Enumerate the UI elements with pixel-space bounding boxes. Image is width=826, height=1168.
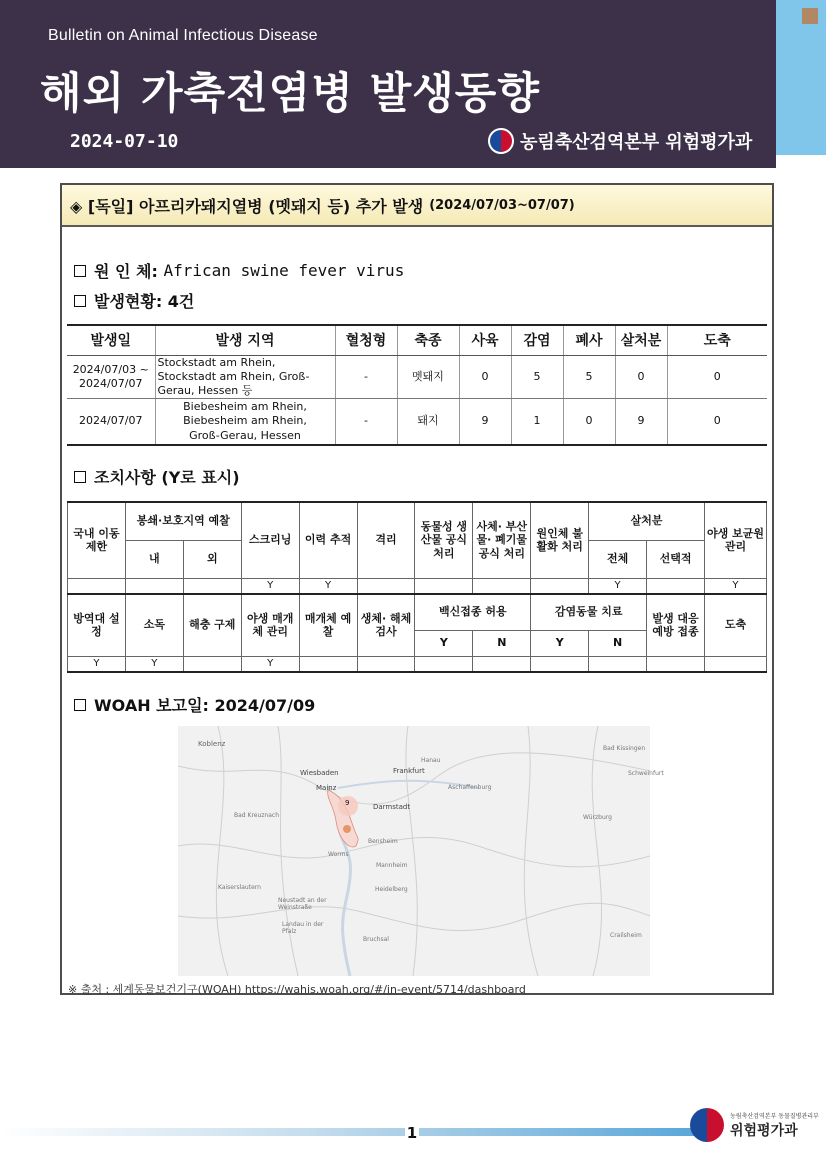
- hdr-inactivation: 원인체 불활화 처리: [531, 502, 589, 578]
- map-label: Aschaffenburg: [448, 784, 492, 791]
- pathogen-value: African swine fever virus: [163, 261, 405, 280]
- map-label: Würzburg: [583, 814, 612, 821]
- status-label: 발생현황: 4건: [94, 292, 195, 311]
- hdr-vector-surv: 매개체 예찰: [299, 594, 357, 656]
- hdr-treat-n: N: [589, 630, 647, 656]
- footer-logo: [690, 1108, 819, 1142]
- report-box: [60, 183, 774, 995]
- measures-label: 조치사항 (Y로 표시): [94, 468, 240, 487]
- measures-header-row-3: [68, 594, 767, 630]
- hdr-zone: 봉쇄·보호지역 예찰: [125, 502, 241, 540]
- col-header: 감염: [511, 325, 563, 355]
- footer-org-small: 농림축산검역본부 동물질병관리부: [730, 1112, 819, 1120]
- measure-value: [704, 656, 766, 672]
- map-label: Darmstadt: [373, 803, 411, 811]
- map-label: Bad Kreuznach: [234, 812, 280, 819]
- map-label: Wiesbaden: [300, 769, 339, 777]
- outbreak-header-row: [67, 325, 767, 355]
- outbreak-marker-icon: [343, 825, 351, 833]
- map-label: Bruchsal: [363, 936, 389, 943]
- checkbox-square-icon: [74, 295, 86, 307]
- checkbox-square-icon: [74, 471, 86, 483]
- measure-value: [473, 656, 531, 672]
- col-header: 발생 지역: [155, 325, 335, 355]
- cell-reared: 0: [459, 355, 511, 399]
- taeguk-logo-icon: [690, 1108, 724, 1142]
- measure-value: [357, 656, 415, 672]
- hdr-cull-all: 전체: [589, 540, 647, 578]
- hdr-prevent: 발생 대응 예방 접종: [647, 594, 705, 656]
- hdr-vaccine-n: N: [473, 630, 531, 656]
- woah-label: WOAH 보고일: 2024/07/09: [94, 696, 316, 715]
- footer-bar: [0, 1128, 695, 1136]
- bulletin-title: 해외 가축전염병 발생동향: [40, 69, 540, 119]
- measure-value: Y: [589, 578, 647, 594]
- measure-value: [125, 578, 183, 594]
- measure-value: [415, 656, 473, 672]
- table-row: [67, 399, 767, 445]
- pathogen-label: 원 인 체:: [94, 262, 158, 281]
- cell-slaughtered: 0: [667, 399, 767, 445]
- cell-infected: 1: [511, 399, 563, 445]
- header-org: [488, 128, 752, 154]
- outbreak-map: [178, 726, 664, 976]
- measure-value: Y: [68, 656, 126, 672]
- footer-org-big: 위험평가과: [730, 1122, 798, 1139]
- measure-value: [68, 578, 126, 594]
- cell-region: Stockstadt am Rhein, Stockstadt am Rhein, Groß-Gerau, Hessen 등: [155, 355, 335, 399]
- header-org-name: 농림축산검역본부 위험평가과: [520, 132, 753, 153]
- hdr-trace: 이력 추적: [299, 502, 357, 578]
- measures-line: [74, 465, 240, 488]
- page-number: 1: [406, 1124, 418, 1142]
- cell-culled: 0: [615, 355, 667, 399]
- hdr-zone-out: 외: [183, 540, 241, 578]
- pathogen-line: [74, 259, 404, 282]
- hdr-wild-vector: 야생 매개체 관리: [241, 594, 299, 656]
- cell-culled: 9: [615, 399, 667, 445]
- hdr-sample: 생체· 해체 검사: [357, 594, 415, 656]
- col-header: 축종: [397, 325, 459, 355]
- checkbox-square-icon: [74, 699, 86, 711]
- hdr-cull: 살처분: [589, 502, 705, 540]
- cell-reared: 9: [459, 399, 511, 445]
- col-header: 살처분: [615, 325, 667, 355]
- table-row: [67, 355, 767, 399]
- col-header: 발생일: [67, 325, 155, 355]
- cell-slaughtered: 0: [667, 355, 767, 399]
- col-header: 사육: [459, 325, 511, 355]
- hdr-carcass: 사체· 부산물· 폐기물 공식 처리: [473, 502, 531, 578]
- map-label: Mannheim: [376, 862, 408, 869]
- measures-values-row-1: [68, 578, 767, 594]
- hdr-screening: 스크리닝: [241, 502, 299, 578]
- hdr-products: 동물성 생산물 공식 처리: [415, 502, 473, 578]
- measure-value: Y: [704, 578, 766, 594]
- section-heading-text: ◈ [독일] 아프리카돼지열병 (멧돼지 등) 추가 발생: [70, 196, 424, 216]
- map-label: Landau in der Pfalz: [282, 921, 324, 935]
- map-label: Hanau: [421, 757, 441, 764]
- measure-value: Y: [241, 578, 299, 594]
- map-label: Neustadt an der Weinstraße: [278, 897, 327, 911]
- hdr-slaughter: 도축: [704, 594, 766, 656]
- cell-region: Biebesheim am Rhein, Biebesheim am Rhein, Groß-Gerau, Hessen: [155, 399, 335, 445]
- taeguk-logo-icon: [488, 128, 514, 154]
- cell-serotype: -: [335, 399, 397, 445]
- measure-value: [589, 656, 647, 672]
- hdr-vaccine: 백신접종 허용: [415, 594, 531, 630]
- measure-value: Y: [241, 656, 299, 672]
- measure-value: [299, 656, 357, 672]
- map-label: 9: [345, 799, 350, 807]
- cell-species: 멧돼지: [397, 355, 459, 399]
- section-heading: [62, 185, 772, 227]
- measure-value: [415, 578, 473, 594]
- map-svg: [178, 726, 650, 976]
- measure-value: [183, 656, 241, 672]
- measure-value: Y: [299, 578, 357, 594]
- page-header: [0, 0, 776, 168]
- cell-infected: 5: [511, 355, 563, 399]
- map-label: Koblenz: [198, 740, 226, 748]
- map-label: Bad Kissingen: [603, 745, 646, 752]
- hdr-treat: 감염동물 치료: [531, 594, 647, 630]
- map-label: Heidelberg: [375, 886, 408, 893]
- outbreak-table: [67, 324, 767, 446]
- header-side-accent: [776, 0, 826, 155]
- measure-value: [357, 578, 415, 594]
- cell-dead: 0: [563, 399, 615, 445]
- map-label: Kaiserslautern: [218, 884, 261, 891]
- hdr-vaccine-y: Y: [415, 630, 473, 656]
- hdr-treat-y: Y: [531, 630, 589, 656]
- bulletin-date: 2024-07-10: [70, 131, 179, 152]
- col-header: 도축: [667, 325, 767, 355]
- map-label: Frankfurt: [393, 767, 425, 775]
- map-label: Mainz: [316, 784, 337, 792]
- col-header: 혈청형: [335, 325, 397, 355]
- cell-species: 돼지: [397, 399, 459, 445]
- map-label: Bensheim: [368, 838, 398, 845]
- measure-value: [183, 578, 241, 594]
- measure-value: [647, 656, 705, 672]
- measures-table: [67, 501, 767, 673]
- hdr-disinfection: 소독: [125, 594, 183, 656]
- status-line: [74, 289, 194, 312]
- woah-line: [74, 693, 315, 716]
- col-header: 폐사: [563, 325, 615, 355]
- bulletin-subtitle: Bulletin on Animal Infectious Disease: [48, 27, 318, 44]
- cell-dead: 5: [563, 355, 615, 399]
- hdr-cull-selective: 선택적: [647, 540, 705, 578]
- hdr-quarantine: 격리: [357, 502, 415, 578]
- map-label: Worms: [328, 851, 349, 858]
- cell-date: 2024/07/07: [67, 399, 155, 445]
- measure-value: [473, 578, 531, 594]
- checkbox-square-icon: [74, 265, 86, 277]
- measure-value: Y: [125, 656, 183, 672]
- cell-date: 2024/07/03 ~ 2024/07/07: [67, 355, 155, 399]
- hdr-domestic-move: 국내 이동 제한: [68, 502, 126, 578]
- source-note: ※ 출처 : 세계동물보건기구(WOAH) https://wahis.woah.org/#/in-event/5714/dashboard: [68, 983, 526, 996]
- measure-value: [531, 578, 589, 594]
- cell-serotype: -: [335, 355, 397, 399]
- hdr-wild-reservoir: 야생 보균원 관리: [704, 502, 766, 578]
- hdr-zone-in: 내: [125, 540, 183, 578]
- accent-square: [802, 8, 818, 24]
- measure-value: [531, 656, 589, 672]
- hdr-zoning: 방역대 설정: [68, 594, 126, 656]
- map-label: Schweinfurt: [628, 770, 664, 777]
- map-label: Crailsheim: [610, 932, 642, 939]
- section-period: (2024/07/03~07/07): [429, 197, 575, 213]
- hdr-pest: 해충 구제: [183, 594, 241, 656]
- measures-header-row-1: [68, 502, 767, 540]
- measures-values-row-2: [68, 656, 767, 672]
- measure-value: [647, 578, 705, 594]
